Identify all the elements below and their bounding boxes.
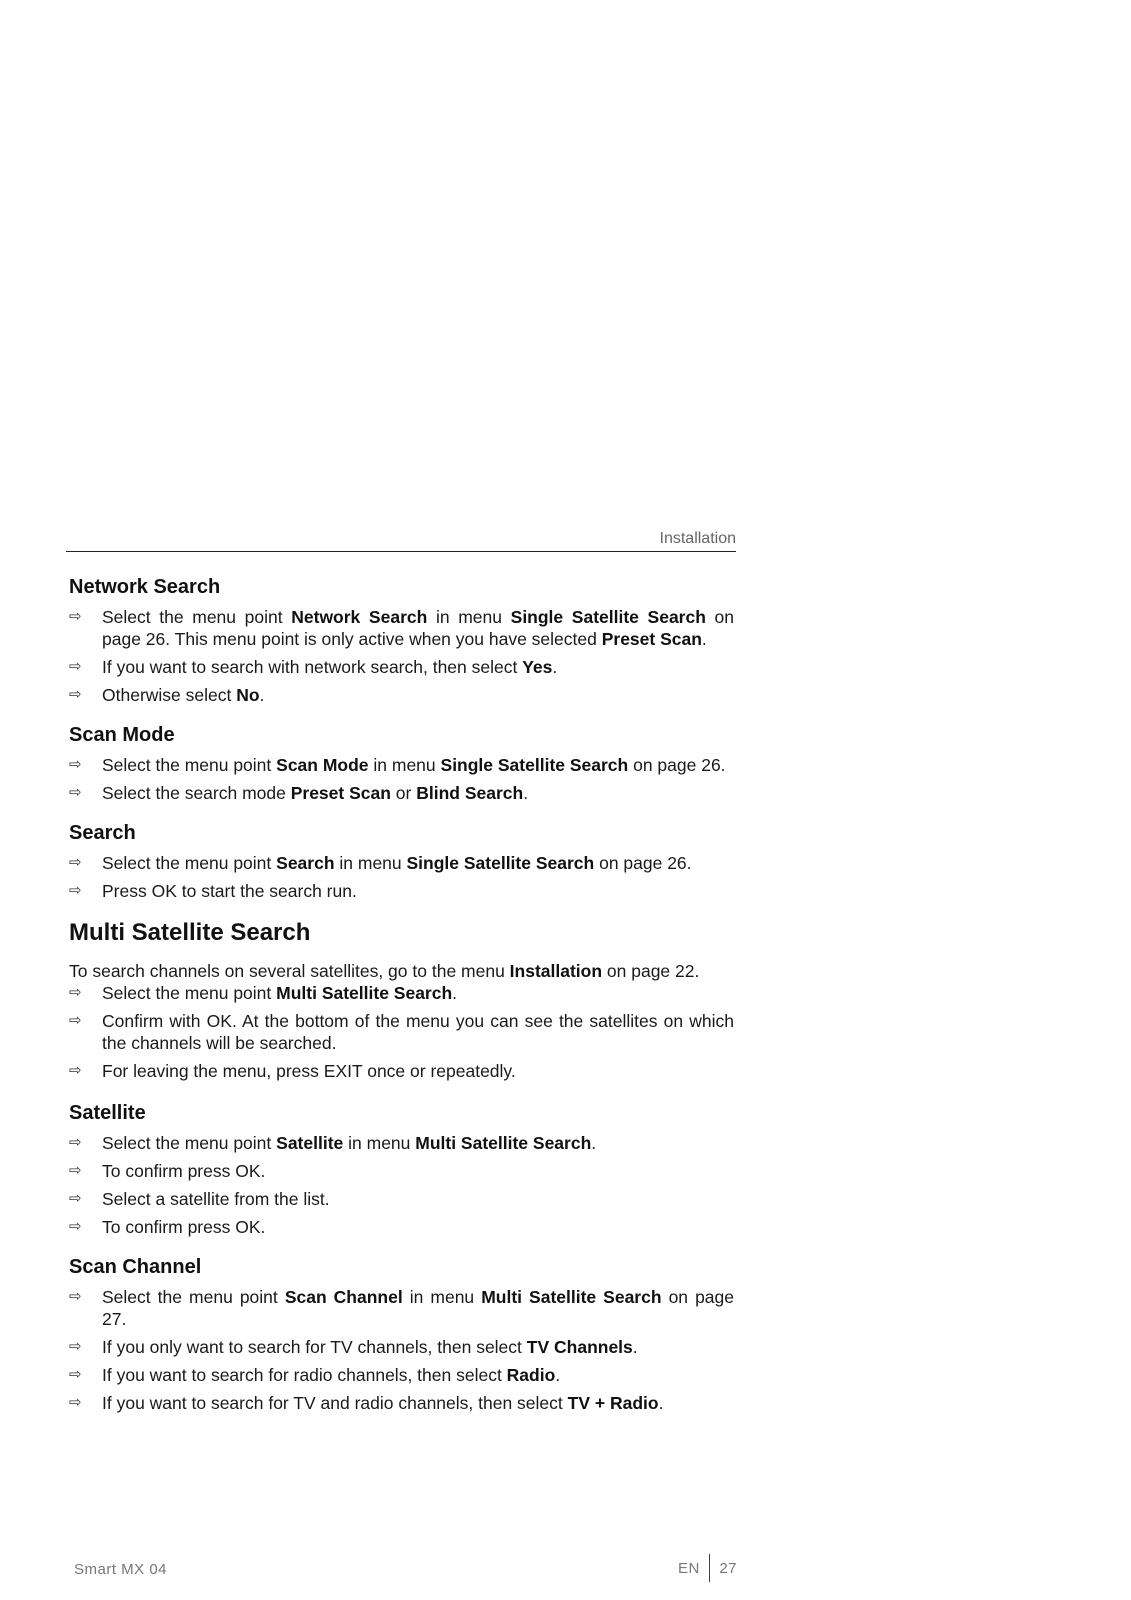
heading-satellite: Satellite [69,1102,146,1124]
arrow-right-outline-icon: ⇨ [69,1162,82,1179]
bold-term: Scan Mode [276,755,369,775]
arrow-right-outline-icon: ⇨ [69,1190,82,1207]
bold-term: Scan Channel [284,1287,403,1307]
text-run: Select the menu point [102,983,277,1003]
steps-list [69,606,734,706]
text-run: Select the menu point [102,853,277,873]
arrow-right-outline-icon: ⇨ [69,1394,82,1411]
text-run: Otherwise select [102,685,237,705]
text-run: on page 26. [594,853,692,873]
text-run: For leaving the menu, press EXIT once or repeatedly. [102,1061,516,1081]
bold-term: Multi Satellite Search [481,1287,662,1307]
arrow-right-outline-icon: ⇨ [69,608,82,625]
text-run: on page 26. This menu point is only active when you have selected [102,607,735,649]
footer-divider [709,1554,711,1582]
list-item [69,1010,734,1054]
arrow-right-outline-icon: ⇨ [69,658,82,675]
list-item [69,1336,734,1358]
list-item [69,1364,734,1386]
text-run: If you want to search for TV and radio channels, then select [102,1393,568,1413]
list-item [69,1132,734,1154]
text-run: Press OK to start the search run. [102,881,357,901]
list-item [69,684,734,706]
bold-term: Multi Satellite Search [276,983,453,1003]
text-run: Select the menu point [102,755,277,775]
text-run: in menu [427,607,511,627]
arrow-right-outline-icon: ⇨ [69,1288,82,1305]
text-run: on page 27. [102,1287,734,1329]
text-run: in menu [402,1287,482,1307]
bold-term: Radio [506,1365,556,1385]
bold-term: Single Satellite Search [440,755,629,775]
arrow-right-outline-icon: ⇨ [69,1012,82,1029]
text-run: Select the menu point [102,1287,285,1307]
text-run: . [452,983,458,1003]
text-run: in menu [343,1133,416,1153]
text-run: If you only want to search for TV channels, then select [102,1337,527,1357]
arrow-right-outline-icon: ⇨ [69,984,82,1001]
text-run: . [591,1133,597,1153]
list-item [69,1286,734,1330]
list-item [69,852,734,874]
text-run: . [632,1337,638,1357]
footer-product: Smart MX 04 [74,1561,168,1578]
section-multi-satellite-search [69,918,734,1082]
bold-term: Blind Search [416,783,524,803]
list-item [69,782,734,804]
list-item [69,1160,734,1182]
list-item [69,754,734,776]
text-run: . [259,685,265,705]
arrow-right-outline-icon: ⇨ [69,1062,82,1079]
text-run: Select the menu point [102,1133,277,1153]
heading-search: Search [69,822,136,844]
footer-page-info [678,1554,737,1582]
bold-term: Yes [522,657,553,677]
intro-paragraph [69,960,734,982]
bold-term: Multi Satellite Search [415,1133,592,1153]
bold-term: Search [276,853,335,873]
arrow-right-outline-icon: ⇨ [69,882,82,899]
arrow-right-outline-icon: ⇨ [69,1218,82,1235]
arrow-right-outline-icon: ⇨ [69,784,82,801]
heading-scan-channel: Scan Channel [69,1256,202,1278]
arrow-right-outline-icon: ⇨ [69,686,82,703]
bold-term: TV + Radio [567,1393,659,1413]
text-run: in menu [368,755,441,775]
section-scan-channel [69,1254,734,1414]
list-item [69,1060,734,1082]
arrow-right-outline-icon: ⇨ [69,854,82,871]
text-run: on page 26. [628,755,726,775]
list-item [69,1392,734,1414]
arrow-right-outline-icon: ⇨ [69,1366,82,1383]
text-run: To confirm press OK. [102,1161,266,1181]
heading-multi-satellite-search: Multi Satellite Search [69,919,311,946]
bold-term: Preset Scan [290,783,391,803]
steps-list [69,1132,734,1238]
section-satellite [69,1100,734,1238]
list-item [69,982,734,1004]
running-header-title: Installation [659,530,736,547]
section-search [69,820,734,902]
page-content [69,574,734,1430]
footer-language: EN [678,1559,700,1577]
text-run: To confirm press OK. [102,1217,266,1237]
steps-list [69,982,734,1082]
text-run: If you want to search with network search, then select [102,657,523,677]
list-item [69,1188,734,1210]
list-item [69,656,734,678]
bold-term: Single Satellite Search [510,607,706,627]
list-item [69,606,734,650]
text-run: To search channels on several satellites, go to the menu [69,961,510,981]
bold-term: TV Channels [526,1337,633,1357]
steps-list [69,852,734,902]
running-header [66,530,736,552]
text-run: . [523,783,529,803]
text-run: Confirm with OK. At the bottom of the menu you can see the satellites on which the channels will be searched. [102,1011,734,1053]
text-run: . [552,657,558,677]
text-run: on page 22. [602,961,700,981]
text-run: . [658,1393,664,1413]
text-run: Select the search mode [102,783,291,803]
steps-list [69,754,734,804]
list-item [69,1216,734,1238]
section-scan-mode [69,722,734,804]
arrow-right-outline-icon: ⇨ [69,1338,82,1355]
heading-network-search: Network Search [69,576,221,598]
text-run: If you want to search for radio channels, then select [102,1365,507,1385]
footer-page-number: 27 [719,1559,738,1577]
bold-term: No [236,685,260,705]
text-run: . [555,1365,561,1385]
bold-term: Single Satellite Search [406,853,595,873]
bold-term: Satellite [276,1133,344,1153]
section-network-search [69,574,734,706]
bold-term: Installation [509,961,603,981]
bold-term: Preset Scan [601,629,702,649]
arrow-right-outline-icon: ⇨ [69,1134,82,1151]
arrow-right-outline-icon: ⇨ [69,756,82,773]
text-run: or [390,783,417,803]
text-run: Select a satellite from the list. [102,1189,330,1209]
steps-list [69,1286,734,1414]
text-run: . [701,629,707,649]
text-run: Select the menu point [102,607,292,627]
list-item [69,880,734,902]
bold-term: Network Search [291,607,428,627]
heading-scan-mode: Scan Mode [69,724,175,746]
text-run: in menu [334,853,407,873]
